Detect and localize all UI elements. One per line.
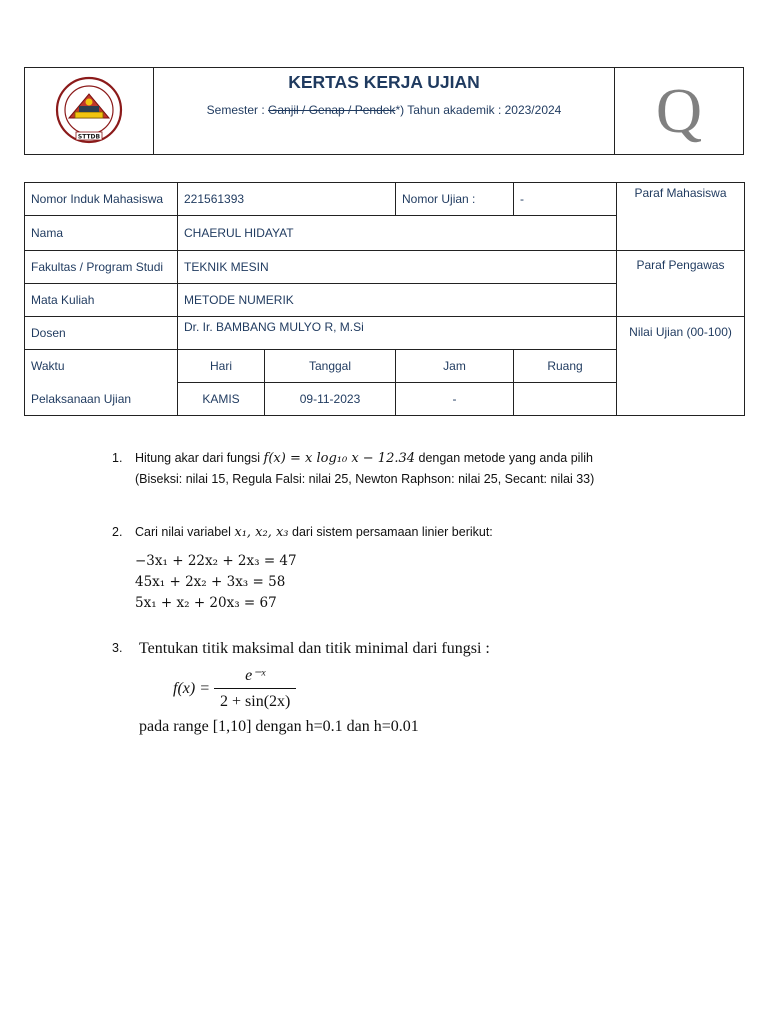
institution-logo-icon <box>51 76 127 146</box>
table-row <box>25 251 745 284</box>
question-number: 2. <box>112 525 123 539</box>
pelaksanaan-label: Pelaksanaan Ujian <box>25 383 178 416</box>
jam-header: Jam <box>396 350 514 383</box>
semester-line <box>154 103 614 117</box>
fakultas-label: Fakultas / Program Studi <box>25 251 178 284</box>
tanggal-value: 09-11-2023 <box>265 383 396 416</box>
q1-text-before: Hitung akar dari fungsi <box>135 451 264 465</box>
table-row <box>25 317 745 350</box>
q2-variables: x₁, x₂, x₃ <box>234 525 289 540</box>
equation-3: 5x₁ + x₂ + 20x₃ = 67 <box>135 595 277 611</box>
matkul-value: METODE NUMERIK <box>178 284 617 317</box>
hari-header: Hari <box>178 350 265 383</box>
question-3 <box>112 638 490 737</box>
paraf-mahasiswa-cell <box>617 183 745 251</box>
nilai-ujian-cell <box>617 317 745 416</box>
q3-text: Tentukan titik maksimal dan titik minimal dari fungsi : <box>139 640 490 657</box>
paraf-pengawas-cell <box>617 251 745 317</box>
q3-range: pada range [1,10] dengan h=0.1 dan h=0.01 <box>139 718 419 735</box>
question-number: 3. <box>112 641 123 655</box>
logo-cell <box>25 68 154 154</box>
q1-scoring: (Biseksi: nilai 15, Regula Falsi: nilai 25, Newton Raphson: nilai 25, Secant: nilai 33) <box>135 472 595 486</box>
nama-label: Nama <box>25 216 178 251</box>
q3-numerator: e⁻ˣ <box>245 667 266 684</box>
ruang-value <box>514 383 617 416</box>
nomor-ujian-label: Nomor Ujian : <box>396 183 514 216</box>
q-cell <box>615 68 743 154</box>
q-mark: Q <box>655 75 703 146</box>
nim-value: 221561393 <box>178 183 396 216</box>
table-row <box>25 183 745 216</box>
q1-text-after: dengan metode yang anda pilih <box>415 451 593 465</box>
fakultas-value: TEKNIK MESIN <box>178 251 617 284</box>
dosen-label: Dosen <box>25 317 178 350</box>
q3-fraction <box>214 665 296 712</box>
jam-value: - <box>396 383 514 416</box>
document-title: KERTAS KERJA UJIAN <box>288 72 480 92</box>
waktu-label: Waktu <box>25 350 178 383</box>
q3-function <box>173 665 490 712</box>
svg-text:STTDB: STTDB <box>77 133 101 141</box>
exam-header <box>24 67 744 155</box>
nama-value: CHAERUL HIDAYAT <box>178 216 617 251</box>
student-info-table <box>24 182 745 416</box>
nomor-ujian-value: - <box>514 183 617 216</box>
paraf-pengawas-label: Paraf Pengawas <box>636 258 725 272</box>
q1-formula: f(x) = x log₁₀ x − 12.34 <box>263 451 416 466</box>
equation-2: 45x₁ + 2x₂ + 3x₃ = 58 <box>135 574 286 590</box>
q2-text-after: dari sistem persamaan linier berikut: <box>288 525 493 539</box>
hari-value: KAMIS <box>178 383 265 416</box>
ruang-header: Ruang <box>514 350 617 383</box>
nim-label: Nomor Induk Mahasiswa <box>25 183 178 216</box>
q2-text-before: Cari nilai variabel <box>135 525 235 539</box>
title-cell <box>154 68 615 154</box>
q3-function-lhs: f(x) = <box>173 680 210 697</box>
matkul-label: Mata Kuliah <box>25 284 178 317</box>
academic-year: *) Tahun akademik : 2023/2024 <box>395 103 562 117</box>
dosen-value: Dr. Ir. BAMBANG MULYO R, M.Si <box>178 317 617 350</box>
question-number: 1. <box>112 451 123 465</box>
question-1 <box>112 448 594 490</box>
tanggal-header: Tanggal <box>265 350 396 383</box>
q3-denominator: 2 + sin(2x) <box>214 688 296 712</box>
question-2 <box>112 522 493 614</box>
paraf-mahasiswa-label: Paraf Mahasiswa <box>634 186 727 200</box>
semester-prefix: Semester : <box>206 103 269 117</box>
semester-options: Ganjil / Genap / Pendek <box>268 103 396 117</box>
nilai-ujian-label: Nilai Ujian (00-100) <box>629 325 732 339</box>
equation-1: −3x₁ + 22x₂ + 2x₃ = 47 <box>135 553 297 569</box>
